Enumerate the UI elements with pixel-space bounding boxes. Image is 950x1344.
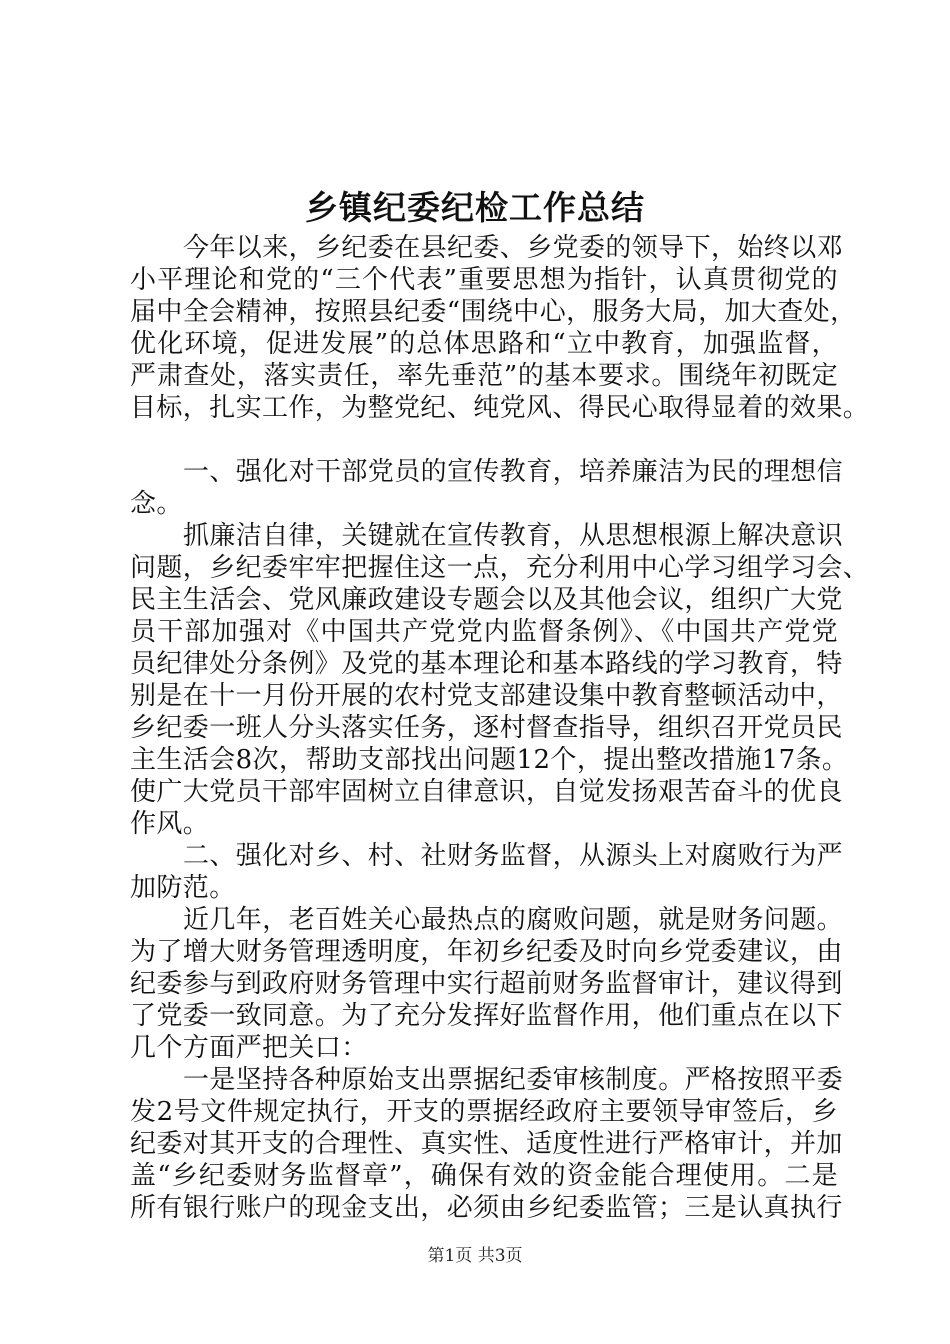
- text-line: 作风。: [130, 809, 210, 839]
- text-line: 民主生活会、党风廉政建设专题会以及其他会议，组织广大党: [130, 585, 843, 615]
- document-body: [130, 232, 870, 1224]
- text-line: 优化环境，促进发展”的总体思路和“立中教育，加强监督，: [130, 329, 838, 359]
- text-line: 目标，扎实工作，为整党纪、纯党风、得民心取得显着的效果。: [130, 393, 870, 423]
- text-line: 发2号文件规定执行，开支的票据经政府主要领导审签后，乡: [130, 1097, 838, 1127]
- document-title: 乡镇纪委纪检工作总结: [305, 188, 645, 227]
- text-line: 盖“乡纪委财务监督章”，确保有效的资金能合理使用。二是: [130, 1161, 838, 1191]
- text-line: 二、强化对乡、村、社财务监督，从源头上对腐败行为严: [183, 841, 844, 871]
- text-line: 届中全会精神，按照县纪委“围绕中心，服务大局，加大查处，: [130, 297, 857, 327]
- text-line: 问题，乡纪委牢牢把握住这一点，充分利用中心学习组学习会、: [130, 553, 870, 583]
- text-line: 小平理论和党的“三个代表”重要思想为指针，认真贯彻党的: [130, 265, 838, 295]
- text-line: 员干部加强对《中国共产党党内监督条例》、《中国共产党党: [130, 617, 838, 647]
- text-line: 抓廉洁自律，关键就在宣传教育，从思想根源上解决意识: [183, 521, 844, 551]
- text-line: 乡纪委一班人分头落实任务，逐村督查指导，组织召开党员民: [130, 713, 843, 743]
- text-line: 严肃查处，落实责任，率先垂范”的基本要求。围绕年初既定: [130, 361, 838, 391]
- text-line: 员纪律处分条例》及党的基本理论和基本路线的学习教育，特: [130, 649, 843, 679]
- text-line: 使广大党员干部牢固树立自律意识，自觉发扬艰苦奋斗的优良: [130, 777, 843, 807]
- text-line: 纪委参与到政府财务管理中实行超前财务监督审计，建议得到: [130, 969, 843, 999]
- text-line: 念。: [130, 489, 183, 519]
- text-line: 为了增大财务管理透明度，年初乡纪委及时向乡党委建议，由: [130, 937, 843, 967]
- text-line: 了党委一致同意。为了充分发挥好监督作用，他们重点在以下: [130, 1001, 843, 1031]
- text-line: 别是在十一月份开展的农村党支部建设集中教育整顿活动中，: [130, 681, 843, 711]
- text-line: 近几年，老百姓关心最热点的腐败问题，就是财务问题。: [183, 905, 844, 935]
- text-line: 今年以来，乡纪委在县纪委、乡党委的领导下，始终以邓: [183, 233, 844, 263]
- text-line: 几个方面严把关口：: [130, 1033, 368, 1063]
- text-line: 所有银行账户的现金支出，必须由乡纪委监管；三是认真执行: [130, 1193, 843, 1223]
- page-footer: 第1页 共3页: [427, 1246, 523, 1266]
- text-line: 主生活会8次，帮助支部找出问题12个，提出整改措施17条。: [130, 745, 849, 775]
- blank-line: [130, 424, 838, 456]
- text-line: 加防范。: [130, 873, 236, 903]
- text-line: 纪委对其开支的合理性、真实性、适度性进行严格审计，并加: [130, 1129, 843, 1159]
- text-line: 一、强化对干部党员的宣传教育，培养廉洁为民的理想信: [183, 457, 844, 487]
- text-line: 一是坚持各种原始支出票据纪委审核制度。严格按照平委: [183, 1065, 844, 1095]
